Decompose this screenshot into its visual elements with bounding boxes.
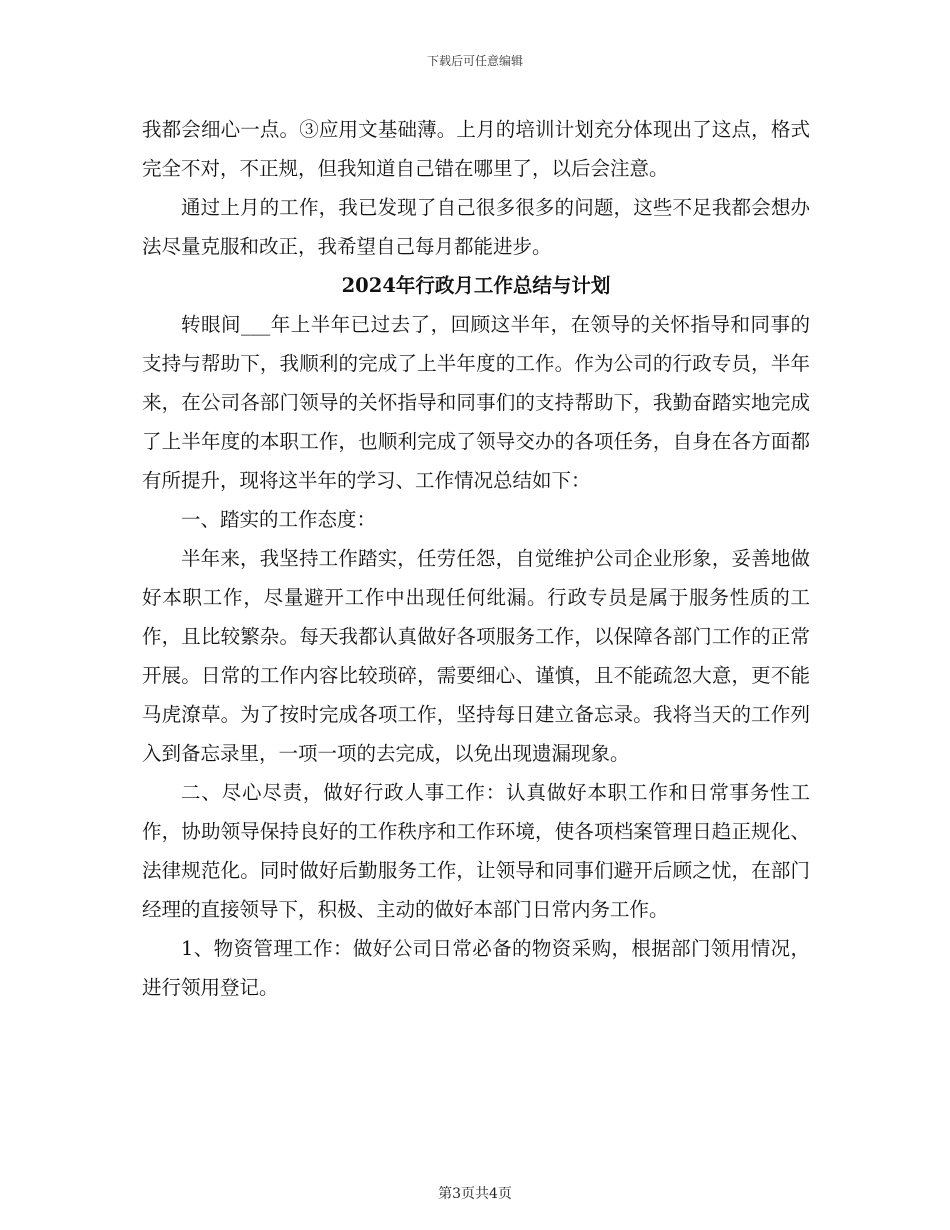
paragraph: 半年来，我坚持工作踏实，任劳任怨，自觉维护公司企业形象，妥善地做好本职工作，尽量避开工作中出现任何纰漏。行政专员是属于服务性质的工作，且比较繁杂。每天我都认真做好各项服务工作，以保障各部门工作的正常开展。日常的工作内容比较琐碎，需要细心、谨慎，且不能疏忽大意，更不能马虎潦草。为了按时完成各项工作，坚持每日建立备忘录。我将当天的工作列入到备忘录里，一项一项的去完成，以免出现遗漏现象。 (142, 547, 810, 765)
paragraph: 通过上月的工作，我已发现了自己很多很多的问题，这些不足我都会想办法尽量克服和改正，我希望自己每月都能进步。 (142, 196, 810, 258)
page-number: 第3页共4页 (438, 1186, 512, 1202)
paragraph: 1、物资管理工作：做好公司日常必备的物资采购，根据部门领用情况，进行领用登记。 (142, 937, 810, 999)
paragraph: 二、尽心尽责，做好行政人事工作：认真做好本职工作和日常事务性工作，协助领导保持良好的工作秩序和工作环境，使各项档案管理日趋正规化、法律规范化。同时做好后勤服务工作，让领导和同事们避开后顾之忧，在部门经理的直接领导下，积极、主动的做好本部门日常内务工作。 (142, 781, 810, 921)
paragraph: 转眼间___年上半年已过去了，回顾这半年，在领导的关怀指导和同事的支持与帮助下，我顺利的完成了上半年度的工作。作为公司的行政专员，半年来，在公司各部门领导的关怀指导和同事们的支持帮助下，我勤奋踏实地完成了上半年度的本职工作，也顺利完成了领导交办的各项任务，自身在各方面都有所提升，现将这半年的学习、工作情况总结如下： (142, 313, 810, 492)
page-header: 下载后可任意编辑 (426, 54, 523, 68)
document-body (142, 110, 810, 1007)
paragraph-continued: 我都会细心一点。③应用文基础薄。上月的培训计划充分体现出了这点，格式完全不对，不正规，但我知道自己错在哪里了，以后会注意。 (142, 118, 810, 180)
subheading: 一、踏实的工作态度： (181, 508, 377, 531)
section-title: 2024年行政月工作总结与计划 (341, 274, 611, 297)
